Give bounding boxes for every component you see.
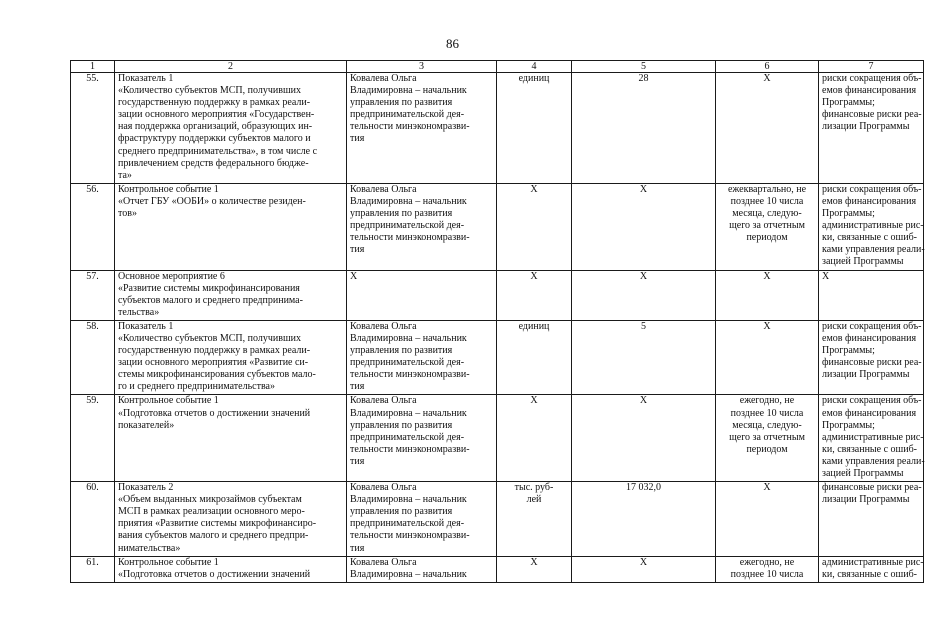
cell-text-line: 5 xyxy=(641,320,646,332)
cell-text-line: Владимировна – начальник xyxy=(350,85,467,97)
cell-text-line: Владимировна – начальник xyxy=(350,195,467,207)
cell-text-line: щего за отчетным xyxy=(729,220,805,232)
cell-text-line: позднее 10 числа xyxy=(730,407,804,419)
cell-text-line: финансовые риски реа- xyxy=(822,357,922,369)
activity-cell xyxy=(115,183,347,270)
responsible-cell xyxy=(347,183,497,270)
cell-text-line: го и среднего предпринимательства» xyxy=(118,381,275,393)
cell-text-line: «Развитие системы микрофинансирования xyxy=(118,282,300,294)
cell-text-line: риски сокращения объ- xyxy=(822,395,922,407)
cell-text-line: Основное мероприятие 6 xyxy=(118,270,225,282)
value-cell xyxy=(572,320,716,395)
cell-text-line: ками управления реали- xyxy=(822,244,925,256)
cell-text-line: финансовые риски реа- xyxy=(822,109,922,121)
cell-text-line: Программы; xyxy=(822,208,875,220)
deadline-cell xyxy=(716,320,819,395)
cell-text-line: «Количество субъектов МСП, получивших xyxy=(118,332,302,344)
cell-text-line: предпринимательской дея- xyxy=(350,109,465,121)
cell-text-line: Х xyxy=(530,556,538,568)
risks-cell xyxy=(819,395,924,482)
cell-text-line: ками управления реали- xyxy=(822,455,925,467)
unit-cell xyxy=(497,73,572,184)
cell-text-line: Ковалева Ольга xyxy=(350,395,417,407)
cell-text-line: тия xyxy=(350,133,365,145)
cell-text-line: 17 032,0 xyxy=(626,482,661,494)
cell-text-line: государственную поддержку в рамках реали- xyxy=(118,97,311,109)
value-cell xyxy=(572,183,716,270)
activity-cell xyxy=(115,556,347,582)
cell-text-line: предпринимательской дея- xyxy=(350,357,465,369)
cell-text-line: тия xyxy=(350,381,365,393)
cell-text-line: стемы микрофинансирования субъектов мало- xyxy=(118,369,316,381)
cell-text-line: ки, связанные с ошиб- xyxy=(822,443,917,455)
cell-text-line: Программы; xyxy=(822,345,875,357)
document-sheet xyxy=(70,60,925,640)
cell-text-line: Программы; xyxy=(822,419,875,431)
cell-text-line: тельности минэкономразви- xyxy=(350,530,470,542)
plan-table xyxy=(70,60,924,583)
risks-cell xyxy=(819,183,924,270)
cell-text-line: зацией Программы xyxy=(822,256,904,268)
header-cell: 7 xyxy=(819,61,924,73)
cell-text-line: административные рис- xyxy=(822,220,924,232)
responsible-cell xyxy=(347,73,497,184)
responsible-cell xyxy=(347,556,497,582)
cell-text-line: периодом xyxy=(746,443,788,455)
cell-text-line: Х xyxy=(763,73,771,84)
cell-text-line: риски сокращения объ- xyxy=(822,73,922,84)
cell-text-line: тов» xyxy=(118,208,137,220)
cell-text-line: управления по развития xyxy=(350,419,453,431)
responsible-cell xyxy=(347,320,497,395)
deadline-cell xyxy=(716,556,819,582)
cell-text-line: Программы; xyxy=(822,97,875,109)
cell-text-line: ки, связанные с ошиб- xyxy=(822,232,917,244)
cell-text-line: месяца, следую- xyxy=(732,208,802,220)
cell-text-line: управления по развития xyxy=(350,345,453,357)
cell-text-line: субъектов малого и среднего предпринима- xyxy=(118,294,303,306)
risks-cell xyxy=(819,320,924,395)
cell-text-line: показателей» xyxy=(118,419,175,431)
cell-text-line: Показатель 1 xyxy=(118,320,174,332)
cell-text-line: тельности минэкономразви- xyxy=(350,443,470,455)
cell-text-line: лизации Программы xyxy=(822,369,910,381)
unit-cell xyxy=(497,320,572,395)
cell-text-line: вания субъектов малого и среднего предпри- xyxy=(118,530,309,542)
cell-text-line: Показатель 2 xyxy=(118,482,174,494)
header-cell: 6 xyxy=(716,61,819,73)
cell-text-line: емов финансирования xyxy=(822,332,917,344)
header-cell: 5 xyxy=(572,61,716,73)
cell-text-line: «Подготовка отчетов о достижении значений xyxy=(118,407,311,419)
activity-cell xyxy=(115,73,347,184)
cell-text-line: зацией Программы xyxy=(822,468,904,479)
cell-text-line: Х xyxy=(530,270,538,282)
cell-text-line: управления по развития xyxy=(350,97,453,109)
table-row xyxy=(71,320,924,395)
cell-text-line: ки, связанные с ошиб- xyxy=(822,568,917,580)
risks-cell xyxy=(819,270,924,320)
cell-text-line: Х xyxy=(763,320,771,332)
cell-text-line: емов финансирования xyxy=(822,407,917,419)
cell-text-line: предпринимательской дея- xyxy=(350,431,465,443)
cell-text-line: привлечением средств федерального бюдже- xyxy=(118,157,309,169)
cell-text-line: Х xyxy=(639,270,648,282)
cell-text-line: административные рис- xyxy=(822,556,924,568)
row-number-cell: 57. xyxy=(71,270,115,320)
responsible-cell xyxy=(347,270,497,320)
unit-cell xyxy=(497,270,572,320)
cell-text-line: Ковалева Ольга xyxy=(350,556,417,568)
unit-cell xyxy=(497,183,572,270)
cell-text-line: административные рис- xyxy=(822,431,924,443)
cell-text-line: управления по развития xyxy=(350,506,453,518)
deadline-cell xyxy=(716,482,819,557)
header-cell: 3 xyxy=(347,61,497,73)
cell-text-line: Контрольное событие 1 xyxy=(118,395,219,407)
table-row xyxy=(71,270,924,320)
cell-text-line: тыс. руб- xyxy=(514,482,554,494)
cell-text-line: тия xyxy=(350,455,365,467)
cell-text-line: Х xyxy=(639,395,648,407)
cell-text-line: щего за отчетным xyxy=(729,431,805,443)
deadline-cell xyxy=(716,395,819,482)
activity-cell xyxy=(115,270,347,320)
unit-cell xyxy=(497,395,572,482)
cell-text-line: ежегодно, не xyxy=(739,556,795,568)
cell-text-line: Контрольное событие 1 xyxy=(118,183,219,195)
activity-cell xyxy=(115,482,347,557)
cell-text-line: Х xyxy=(822,270,830,282)
table-row xyxy=(71,395,924,482)
deadline-cell xyxy=(716,183,819,270)
value-cell xyxy=(572,482,716,557)
table-row xyxy=(71,73,924,184)
cell-text-line: Владимировна – начальник xyxy=(350,568,467,580)
cell-text-line: предпринимательской дея- xyxy=(350,518,465,530)
cell-text-line: «Отчет ГБУ «ООБИ» о количестве резиден- xyxy=(118,195,306,207)
row-number-cell: 55. xyxy=(71,73,115,184)
cell-text-line: «Количество субъектов МСП, получивших xyxy=(118,85,302,97)
cell-text-line: приятия «Развитие системы микрофинансиро- xyxy=(118,518,317,530)
unit-cell xyxy=(497,482,572,557)
table-row xyxy=(71,183,924,270)
header-cell: 1 xyxy=(71,61,115,73)
cell-text-line: нимательства» xyxy=(118,542,181,554)
cell-text-line: предпринимательской дея- xyxy=(350,220,465,232)
cell-text-line: единиц xyxy=(518,73,550,84)
cell-text-line: Ковалева Ольга xyxy=(350,183,417,195)
cell-text-line: тельности минэкономразви- xyxy=(350,369,470,381)
responsible-cell xyxy=(347,482,497,557)
cell-text-line: Х xyxy=(763,270,771,282)
cell-text-line: месяца, следую- xyxy=(732,419,802,431)
cell-text-line: Х xyxy=(530,395,538,407)
row-number-cell: 60. xyxy=(71,482,115,557)
value-cell xyxy=(572,270,716,320)
cell-text-line: емов финансирования xyxy=(822,195,917,207)
value-cell xyxy=(572,556,716,582)
cell-text-line: тия xyxy=(350,542,365,554)
table-row xyxy=(71,482,924,557)
cell-text-line: лей xyxy=(526,494,542,506)
cell-text-line: Х xyxy=(639,556,648,568)
risks-cell xyxy=(819,73,924,184)
cell-text-line: Ковалева Ольга xyxy=(350,482,417,494)
cell-text-line: управления по развития xyxy=(350,208,453,220)
activity-cell xyxy=(115,320,347,395)
cell-text-line: фраструктуру поддержки субъектов малого и xyxy=(118,133,311,145)
cell-text-line: тельности минэкономразви- xyxy=(350,232,470,244)
cell-text-line: Х xyxy=(350,270,358,282)
header-cell: 2 xyxy=(115,61,347,73)
responsible-cell xyxy=(347,395,497,482)
cell-text-line: Х xyxy=(530,183,538,195)
cell-text-line: государственную поддержку в рамках реали- xyxy=(118,345,311,357)
page-number: 86 xyxy=(446,36,459,51)
value-cell xyxy=(572,73,716,184)
column-number-row xyxy=(71,61,924,73)
cell-text-line: Контрольное событие 1 xyxy=(118,556,219,568)
cell-text-line: лизации Программы xyxy=(822,494,910,506)
cell-text-line: риски сокращения объ- xyxy=(822,183,922,195)
cell-text-line: периодом xyxy=(746,232,788,244)
cell-text-line: финансовые риски реа- xyxy=(822,482,922,494)
cell-text-line: емов финансирования xyxy=(822,85,917,97)
deadline-cell xyxy=(716,73,819,184)
cell-text-line: Владимировна – начальник xyxy=(350,332,467,344)
cell-text-line: 28 xyxy=(638,73,649,84)
cell-text-line: ежеквартально, не xyxy=(727,183,807,195)
cell-text-line: Ковалева Ольга xyxy=(350,320,417,332)
cell-text-line: Ковалева Ольга xyxy=(350,73,417,84)
activity-cell xyxy=(115,395,347,482)
risks-cell xyxy=(819,556,924,582)
cell-text-line: зации основного мероприятия «Развитие си- xyxy=(118,357,309,369)
table-body xyxy=(71,73,924,583)
cell-text-line: риски сокращения объ- xyxy=(822,320,922,332)
unit-cell xyxy=(497,556,572,582)
cell-text-line: позднее 10 числа xyxy=(730,568,804,580)
cell-text-line: Х xyxy=(639,183,648,195)
cell-text-line: ная поддержка организаций, образующих ин- xyxy=(118,121,313,133)
cell-text-line: МСП в рамках реализации основного меро- xyxy=(118,506,305,518)
cell-text-line: Владимировна – начальник xyxy=(350,494,467,506)
header-cell: 4 xyxy=(497,61,572,73)
cell-text-line: «Подготовка отчетов о достижении значений xyxy=(118,568,311,580)
row-number-cell: 61. xyxy=(71,556,115,582)
row-number-cell: 59. xyxy=(71,395,115,482)
cell-text-line: единиц xyxy=(518,320,550,332)
cell-text-line: среднего предпринимательства», в том числе с xyxy=(118,145,318,157)
cell-text-line: тия xyxy=(350,244,365,256)
cell-text-line: позднее 10 числа xyxy=(730,195,804,207)
cell-text-line: тельности минэкономразви- xyxy=(350,121,470,133)
cell-text-line: «Объем выданных микрозаймов субъектам xyxy=(118,494,302,506)
cell-text-line: зации основного мероприятия «Государствен- xyxy=(118,109,315,121)
cell-text-line: тельства» xyxy=(118,306,160,318)
cell-text-line: Х xyxy=(763,482,771,494)
cell-text-line: та» xyxy=(118,169,132,181)
cell-text-line: Владимировна – начальник xyxy=(350,407,467,419)
row-number-cell: 56. xyxy=(71,183,115,270)
cell-text-line: Показатель 1 xyxy=(118,73,174,84)
risks-cell xyxy=(819,482,924,557)
deadline-cell xyxy=(716,270,819,320)
value-cell xyxy=(572,395,716,482)
cell-text-line: ежегодно, не xyxy=(739,395,795,407)
cell-text-line: лизации Программы xyxy=(822,121,910,133)
row-number-cell: 58. xyxy=(71,320,115,395)
table-row xyxy=(71,556,924,582)
